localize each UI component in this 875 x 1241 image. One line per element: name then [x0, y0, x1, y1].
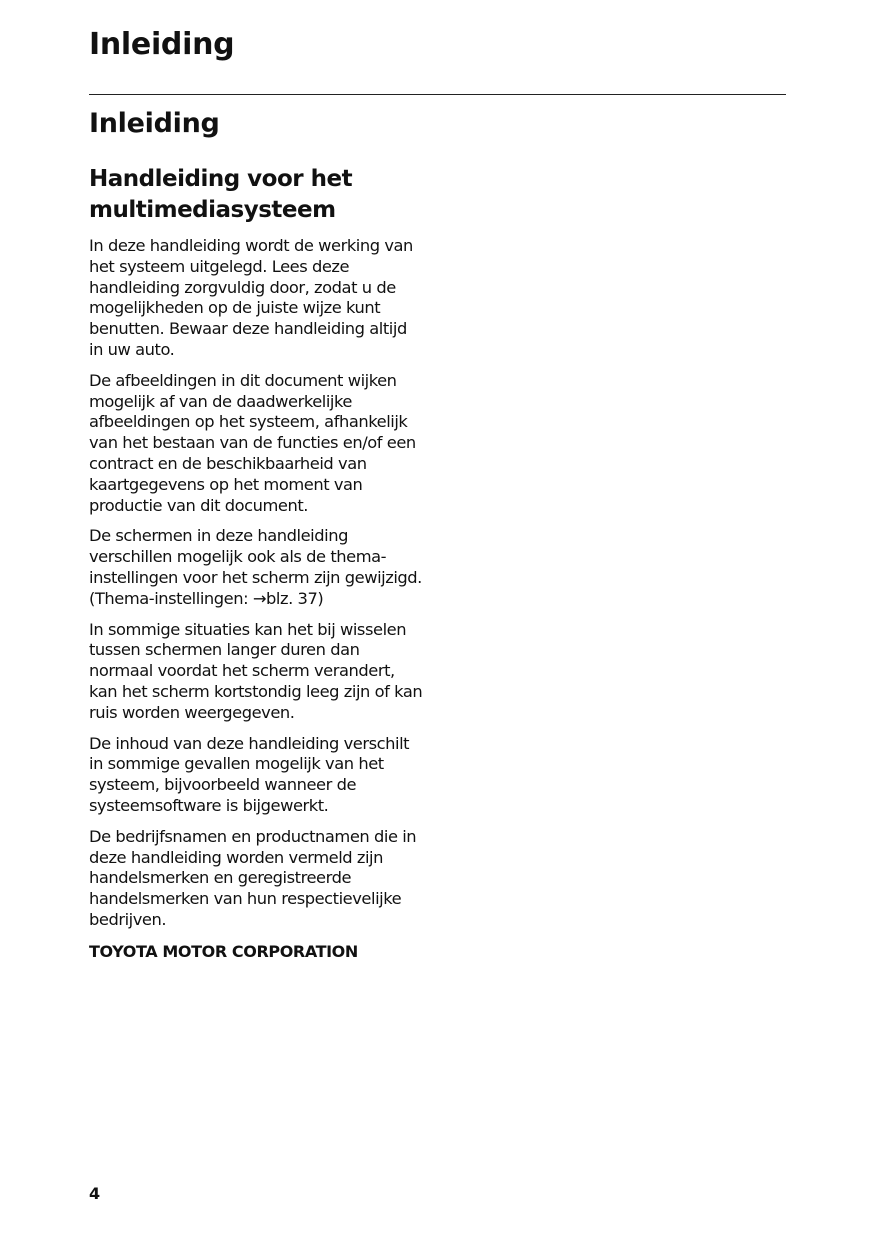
subsection-title-line2: multimediasysteem — [89, 197, 336, 223]
main-column — [89, 106, 424, 962]
paragraph-images: De afbeeldingen in dit document wijken mogelijk af van de daadwerkelijke afbeeldingen op het systeem, afhankelijk van het bestaan van de functies en/of een contract en de beschikbaarheid van kaartgegevens op het moment van productie van dit document. — [89, 370, 416, 515]
page-number: 4 — [89, 1184, 101, 1203]
paragraph-trademarks: De bedrijfsnamen en productnamen die in deze handleiding worden vermeld zijn handelsmerken en geregistreerde handelsmerken van hun respectievelijke bedrijven. — [89, 826, 417, 929]
running-header-title: Inleiding — [89, 27, 235, 62]
subsection-title-line1: Handleiding voor het — [89, 166, 353, 192]
paragraph-screens: De schermen in deze handleiding verschillen mogelijk ook als de thema-instellingen voor het scherm zijn gewijzigd. (Thema-instellingen: →blz. 37) — [89, 526, 422, 608]
section-title: Inleiding — [89, 108, 220, 139]
paragraph-switching: In sommige situaties kan het bij wisselen tussen schermen langer duren dan normaal voordat het scherm verandert, kan het scherm kortstondig leeg zijn of kan ruis worden weergegeven. — [89, 619, 423, 722]
paragraph-software: De inhoud van deze handleiding verschilt in sommige gevallen mogelijk van het systeem, bijvoorbeeld wanneer de systeemsoftware is bijgewerkt. — [89, 733, 410, 815]
paragraph-intro: In deze handleiding wordt de werking van het systeem uitgelegd. Lees deze handleiding zorgvuldig door, zodat u de mogelijkheden op de juiste wijze kunt benutten. Bewaar deze handleiding altijd in uw auto. — [89, 236, 413, 359]
subsection-title — [89, 164, 424, 226]
header-divider — [89, 94, 786, 95]
company-signature: TOYOTA MOTOR CORPORATION — [89, 941, 358, 961]
